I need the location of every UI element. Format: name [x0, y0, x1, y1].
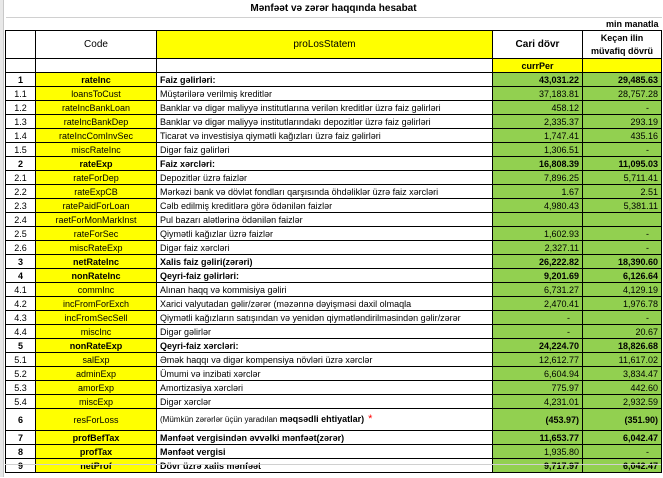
- previous-period-value[interactable]: 11,095.03: [583, 157, 662, 171]
- empty-cell[interactable]: [157, 18, 493, 31]
- row-description[interactable]: Cəlb edilmiş kreditlərə görə ödənilən faizlər: [157, 199, 493, 213]
- table-row: [6, 367, 662, 381]
- previous-period-value[interactable]: 5,711.41: [583, 171, 662, 185]
- row-code[interactable]: incFromForExch: [36, 297, 157, 311]
- empty-cell[interactable]: [157, 59, 493, 73]
- table-row: [6, 185, 662, 199]
- row-code[interactable]: profBefTax: [36, 431, 157, 445]
- row-description[interactable]: Banklar və digər maliyyə institutlarına verilən kreditlər üzrə faiz gəlirləri: [157, 101, 493, 115]
- row-number[interactable]: 1.2: [6, 101, 36, 115]
- row-description[interactable]: [157, 409, 493, 431]
- row-description[interactable]: Banklar və digər maliyyə institutlarındakı depozitlər üzrə faiz gəlirləri: [157, 115, 493, 129]
- row-code[interactable]: rateExp: [36, 157, 157, 171]
- current-period-value[interactable]: 43,031.22: [493, 73, 583, 87]
- row-code[interactable]: rateIncBankLoan: [36, 101, 157, 115]
- row-code[interactable]: rateForDep: [36, 171, 157, 185]
- current-period-code[interactable]: currPer: [493, 59, 583, 73]
- current-period-value[interactable]: 1,602.93: [493, 227, 583, 241]
- table-row: [6, 297, 662, 311]
- table-row: [6, 325, 662, 339]
- current-period-value[interactable]: 4,980.43: [493, 199, 583, 213]
- previous-period-code[interactable]: [583, 59, 662, 73]
- row-number[interactable]: 1.4: [6, 129, 36, 143]
- row-code[interactable]: netProf: [36, 459, 157, 473]
- current-period-value[interactable]: 26,222.82: [493, 255, 583, 269]
- row-code[interactable]: adminExp: [36, 367, 157, 381]
- header-statement[interactable]: proLosStatem: [157, 31, 493, 59]
- current-period-value[interactable]: 1.67: [493, 185, 583, 199]
- table-row: [6, 353, 662, 367]
- row-code[interactable]: amorExp: [36, 381, 157, 395]
- row-code[interactable]: miscInc: [36, 325, 157, 339]
- previous-period-value[interactable]: 29,485.63: [583, 73, 662, 87]
- previous-period-value[interactable]: 18,390.60: [583, 255, 662, 269]
- row-description[interactable]: Ümumi və inzibati xərclər: [157, 367, 493, 381]
- header-previous-line1: Keçən ilin: [600, 32, 644, 43]
- row-description[interactable]: Dövr üzrə xalis mənfəət: [157, 459, 493, 473]
- current-period-value[interactable]: -: [493, 311, 583, 325]
- current-period-value[interactable]: 7,896.25: [493, 171, 583, 185]
- current-period-value[interactable]: 2,327.11: [493, 241, 583, 255]
- description-plain: (Mümkün zərərlər üçün yaradılan: [160, 415, 280, 424]
- previous-period-value[interactable]: 5,381.11: [583, 199, 662, 213]
- row-number[interactable]: 9: [6, 459, 36, 473]
- previous-period-value[interactable]: 6,126.64: [583, 269, 662, 283]
- table-row: [6, 311, 662, 325]
- row-code[interactable]: incFromSecSell: [36, 311, 157, 325]
- header-previous-line2: müvafiq dövrü: [590, 45, 653, 56]
- current-period-value[interactable]: 24,224.70: [493, 339, 583, 353]
- row-code[interactable]: rateInc: [36, 73, 157, 87]
- previous-period-value[interactable]: 6,042.47: [583, 431, 662, 445]
- current-period-value[interactable]: 1,747.41: [493, 129, 583, 143]
- previous-period-value[interactable]: 28,757.28: [583, 87, 662, 101]
- row-code[interactable]: rateForSec: [36, 227, 157, 241]
- row-code[interactable]: rateIncComInvSec: [36, 129, 157, 143]
- row-number[interactable]: 1: [6, 73, 36, 87]
- current-period-value[interactable]: 6,604.94: [493, 367, 583, 381]
- current-period-value[interactable]: [493, 213, 583, 227]
- row-code[interactable]: rateExpCB: [36, 185, 157, 199]
- table-row: [6, 115, 662, 129]
- previous-period-value[interactable]: 442.60: [583, 381, 662, 395]
- row-code[interactable]: miscExp: [36, 395, 157, 409]
- table-row: [6, 101, 662, 115]
- row-code[interactable]: nonRateExp: [36, 339, 157, 353]
- previous-period-value[interactable]: 293.19: [583, 115, 662, 129]
- current-period-value[interactable]: 16,808.39: [493, 157, 583, 171]
- row-description[interactable]: Xarici valyutadan gəlir/zərər (məzənnə dəyişməsi daxil olmaqla: [157, 297, 493, 311]
- row-description[interactable]: Xalis faiz gəliri(zərəri): [157, 255, 493, 269]
- asterisk-marker: *: [368, 413, 373, 425]
- previous-period-value[interactable]: 435.16: [583, 129, 662, 143]
- table-row: [6, 199, 662, 213]
- row-description[interactable]: Digər xərclər: [157, 395, 493, 409]
- table-row: [6, 87, 662, 101]
- row-description[interactable]: Ticarət və investisiya qiymətli kağızları üzrə faiz gəlirləri: [157, 129, 493, 143]
- row-description[interactable]: Digər faiz gəlirləri: [157, 143, 493, 157]
- subheader-row: [6, 59, 662, 73]
- empty-cell[interactable]: [6, 18, 36, 31]
- row-code[interactable]: ratePaidForLoan: [36, 199, 157, 213]
- table-row: [6, 213, 662, 227]
- row-number[interactable]: 4.2: [6, 297, 36, 311]
- row-description[interactable]: Digər faiz xərcləri: [157, 241, 493, 255]
- header-previous-period[interactable]: [583, 31, 662, 59]
- row-code[interactable]: resForLoss: [36, 409, 157, 431]
- row-number[interactable]: 4.1: [6, 283, 36, 297]
- previous-period-value[interactable]: 20.67: [583, 325, 662, 339]
- row-number[interactable]: 7: [6, 431, 36, 445]
- current-period-value[interactable]: 37,183.81: [493, 87, 583, 101]
- previous-period-value[interactable]: 4,129.19: [583, 283, 662, 297]
- row-description[interactable]: Mərkəzi bank və dövlət fondları qarşısında öhdəliklər üzrə faiz xərcləri: [157, 185, 493, 199]
- row-description[interactable]: Faiz xərcləri:: [157, 157, 493, 171]
- row-description[interactable]: Qeyri-faiz xərcləri:: [157, 339, 493, 353]
- row-number[interactable]: 4.3: [6, 311, 36, 325]
- current-period-value[interactable]: -: [493, 325, 583, 339]
- row-code[interactable]: nonRateInc: [36, 269, 157, 283]
- table-row: [6, 395, 662, 409]
- previous-period-value[interactable]: -: [583, 227, 662, 241]
- row-number[interactable]: 2.2: [6, 185, 36, 199]
- empty-cell[interactable]: [6, 59, 36, 73]
- table-row: [6, 171, 662, 185]
- row-number[interactable]: 6: [6, 409, 36, 431]
- report-title[interactable]: Mənfəət və zərər haqqında hesabat: [6, 0, 662, 18]
- current-period-value[interactable]: (453.97): [493, 409, 583, 431]
- previous-period-value[interactable]: 6,042.47: [583, 459, 662, 473]
- empty-cell[interactable]: [36, 18, 157, 31]
- row-description[interactable]: Alınan haqq və kommisiya gəliri: [157, 283, 493, 297]
- table-row: [6, 157, 662, 171]
- row-number[interactable]: 2.5: [6, 227, 36, 241]
- row-number[interactable]: 5.2: [6, 367, 36, 381]
- table-row: [6, 269, 662, 283]
- row-code[interactable]: salExp: [36, 353, 157, 367]
- row-description[interactable]: Mənfəət vergisindən əvvəlki mənfəət(zərər): [157, 431, 493, 445]
- previous-period-value[interactable]: 1,976.78: [583, 297, 662, 311]
- table-row: [6, 431, 662, 445]
- row-description[interactable]: Amortizasiya xərcləri: [157, 381, 493, 395]
- row-description[interactable]: Mənfəət vergisi: [157, 445, 493, 459]
- row-number[interactable]: 4.4: [6, 325, 36, 339]
- previous-period-value[interactable]: 3,834.47: [583, 367, 662, 381]
- row-number[interactable]: 2.1: [6, 171, 36, 185]
- table-row: [6, 255, 662, 269]
- current-period-value[interactable]: 6,731.27: [493, 283, 583, 297]
- current-period-value[interactable]: 9,717.97: [493, 459, 583, 473]
- unit-label[interactable]: min manatla: [605, 19, 659, 29]
- previous-period-value[interactable]: [583, 213, 662, 227]
- financial-statement-table: [5, 0, 662, 473]
- previous-period-value[interactable]: (351.90): [583, 409, 662, 431]
- previous-period-value[interactable]: -: [583, 101, 662, 115]
- row-number[interactable]: 5: [6, 339, 36, 353]
- row-number[interactable]: 2.6: [6, 241, 36, 255]
- current-period-value[interactable]: 2,470.41: [493, 297, 583, 311]
- row-description[interactable]: Faiz gəlirləri:: [157, 73, 493, 87]
- title-row: [6, 0, 662, 18]
- current-period-value[interactable]: 1,306.51: [493, 143, 583, 157]
- row-description[interactable]: Əmək haqqı və digər kompensiya növləri üzrə xərclər: [157, 353, 493, 367]
- row-number[interactable]: 5.4: [6, 395, 36, 409]
- table-row: [6, 283, 662, 297]
- row-code[interactable]: raetForMonMarkInst: [36, 213, 157, 227]
- row-number[interactable]: 2.4: [6, 213, 36, 227]
- row-number[interactable]: 1.5: [6, 143, 36, 157]
- previous-period-value[interactable]: 2,932.59: [583, 395, 662, 409]
- table-row: [6, 409, 662, 431]
- row-number[interactable]: 5.3: [6, 381, 36, 395]
- current-period-value[interactable]: 458.12: [493, 101, 583, 115]
- previous-period-value[interactable]: 11,617.02: [583, 353, 662, 367]
- table-row: [6, 73, 662, 87]
- current-period-value[interactable]: 12,612.77: [493, 353, 583, 367]
- row-number[interactable]: 4: [6, 269, 36, 283]
- table-row: [6, 143, 662, 157]
- table-row: [6, 339, 662, 353]
- header-row: [6, 31, 662, 59]
- table-row: [6, 227, 662, 241]
- header-code[interactable]: Code: [36, 31, 157, 59]
- row-description[interactable]: Qiymətli kağızlar üzrə faizlər: [157, 227, 493, 241]
- row-code[interactable]: profTax: [36, 445, 157, 459]
- row-header-strip: [0, 0, 4, 477]
- previous-period-value[interactable]: 2.51: [583, 185, 662, 199]
- row-number[interactable]: 3: [6, 255, 36, 269]
- row-code[interactable]: miscRateExp: [36, 241, 157, 255]
- previous-period-value[interactable]: -: [583, 311, 662, 325]
- table-row: [6, 445, 662, 459]
- row-number[interactable]: 8: [6, 445, 36, 459]
- current-period-value[interactable]: 11,653.77: [493, 431, 583, 445]
- previous-period-value[interactable]: -: [583, 143, 662, 157]
- row-number[interactable]: 5.1: [6, 353, 36, 367]
- empty-cell[interactable]: [36, 59, 157, 73]
- row-description[interactable]: Digər gəlirlər: [157, 325, 493, 339]
- description-bold: məqsədli ehtiyatlar): [279, 414, 365, 424]
- empty-row: [5, 464, 661, 478]
- previous-period-value[interactable]: -: [583, 445, 662, 459]
- row-number[interactable]: 1.1: [6, 87, 36, 101]
- header-current-period[interactable]: Cari dövr: [493, 31, 583, 59]
- row-description[interactable]: Qeyri-faiz gəlirləri:: [157, 269, 493, 283]
- row-description[interactable]: Pul bazarı alətlərinə ödənilən faizlər: [157, 213, 493, 227]
- row-code[interactable]: netRateInc: [36, 255, 157, 269]
- table-row: [6, 129, 662, 143]
- previous-period-value[interactable]: -: [583, 241, 662, 255]
- current-period-value[interactable]: 1,935.80: [493, 445, 583, 459]
- row-code[interactable]: miscRateInc: [36, 143, 157, 157]
- current-period-value[interactable]: 9,201.69: [493, 269, 583, 283]
- current-period-value[interactable]: 4,231.01: [493, 395, 583, 409]
- header-num-cell[interactable]: [6, 31, 36, 59]
- table-row: [6, 381, 662, 395]
- row-number[interactable]: 2: [6, 157, 36, 171]
- unit-row: [6, 18, 662, 31]
- row-description[interactable]: Müştərilərə verilmiş kreditlər: [157, 87, 493, 101]
- row-description[interactable]: Qiymətli kağızların satışından və yenidən qiymətləndirilməsindən gəlir/zərər: [157, 311, 493, 325]
- row-code[interactable]: loansToCust: [36, 87, 157, 101]
- previous-period-value[interactable]: 18,826.68: [583, 339, 662, 353]
- row-description[interactable]: Depozitlər üzrə faizlər: [157, 171, 493, 185]
- current-period-value[interactable]: 2,335.37: [493, 115, 583, 129]
- row-code[interactable]: commInc: [36, 283, 157, 297]
- row-code[interactable]: rateIncBankDep: [36, 115, 157, 129]
- current-period-value[interactable]: 775.97: [493, 381, 583, 395]
- row-number[interactable]: 2.3: [6, 199, 36, 213]
- row-number[interactable]: 1.3: [6, 115, 36, 129]
- table-row: [6, 241, 662, 255]
